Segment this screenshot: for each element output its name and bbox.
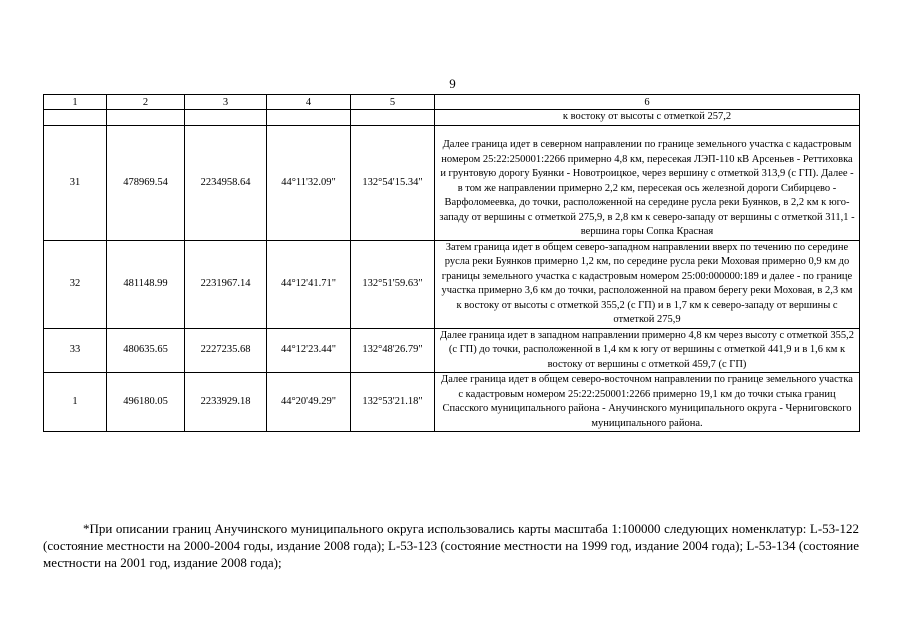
header-cell: 1	[44, 95, 107, 110]
latitude-cell: 44°12'41.71"	[267, 240, 351, 328]
header-cell: 5	[351, 95, 435, 110]
header-cell: 2	[107, 95, 185, 110]
page-number: 9	[449, 76, 456, 91]
table-header-row	[44, 95, 860, 110]
longitude-cell: 132°51'59.63"	[351, 240, 435, 328]
latitude-cell	[267, 110, 351, 126]
description-cell: Далее граница идет в западном направлении примерно 4,8 км через высоту с отметкой 355,2 (с ГП) до точки, расположенной в 1,4 км к югу от вершины с отметкой 441,9 и в 1,6 км к востоку от вершины с отметкой 459,7 (с ГП)	[435, 328, 860, 373]
boundary-table	[43, 94, 860, 432]
footnote-text: *При описании границ Анучинского муниципального округа использовались карты масштаба 1:100000 следующих номенклатур: L-53-122 (состояние местности на 2000-2004 годы, издание 2008 года); L-53-123 (состояние местности на 1999 год, издание 2004 года); L-53-134 (состояние местности на 2001 год, издание 2008 года);	[43, 521, 859, 570]
x-coordinate-cell: 478969.54	[107, 126, 185, 241]
description-cell: к востоку от высоты с отметкой 257,2	[435, 110, 860, 126]
header-cell: 4	[267, 95, 351, 110]
point-number-cell: 31	[44, 126, 107, 241]
y-coordinate-cell	[185, 110, 267, 126]
longitude-cell: 132°54'15.34"	[351, 126, 435, 241]
latitude-cell: 44°11'32.09"	[267, 126, 351, 241]
point-number-cell	[44, 110, 107, 126]
y-coordinate-cell: 2233929.18	[185, 373, 267, 432]
table-row	[44, 110, 860, 126]
header-cell: 3	[185, 95, 267, 110]
y-coordinate-cell: 2231967.14	[185, 240, 267, 328]
header-cell: 6	[435, 95, 860, 110]
y-coordinate-cell: 2227235.68	[185, 328, 267, 373]
x-coordinate-cell: 481148.99	[107, 240, 185, 328]
description-cell: Затем граница идет в общем северо-западном направлении вверх по течению по середине русла реки Буянков примерно 1,2 км, по середине русла реки Моховая примерно 0,9 км до границы земельного участка с кадастровым номером 25:00:000000:189 и далее - по границе участка примерно 3,6 км до точки, расположенной на правом берегу реки Моховая, в 2,3 км к востоку от высоты с отметкой 355,2 (с ГП) и в 1,7 км к северо-западу от вершины с отметкой 275,9	[435, 240, 860, 328]
longitude-cell	[351, 110, 435, 126]
longitude-cell: 132°53'21.18"	[351, 373, 435, 432]
description-cell: Далее граница идет в северном направлении по границе земельного участка с кадастровым номером 25:22:250001:2266 примерно 4,8 км, пересекая ЛЭП-110 кВ Арсеньев - Реттиховка и грунтовую дорогу Буянки - Новотроицкое, через вершину с отметкой 313,9 (с ГП). Далее - в том же направлении примерно 2,2 км, пересекая ось железной дороги Сибирцево - Варфоломеевка, до точки, расположенной на середине русла реки Буянков, в 2,2 км к юго-западу от вершины с отметкой 275,9, в 2,8 км к северо-западу от вершины с отметкой 311,1 - вершина горы Сопка Красная	[435, 126, 860, 241]
latitude-cell: 44°12'23.44"	[267, 328, 351, 373]
point-number-cell: 33	[44, 328, 107, 373]
y-coordinate-cell: 2234958.64	[185, 126, 267, 241]
latitude-cell: 44°20'49.29"	[267, 373, 351, 432]
longitude-cell: 132°48'26.79"	[351, 328, 435, 373]
footnote	[43, 520, 859, 571]
x-coordinate-cell: 496180.05	[107, 373, 185, 432]
x-coordinate-cell: 480635.65	[107, 328, 185, 373]
point-number-cell: 1	[44, 373, 107, 432]
point-number-cell: 32	[44, 240, 107, 328]
description-cell: Далее граница идет в общем северо-восточном направлении по границе земельного участка с кадастровым номером 25:22:250001:2266 примерно 19,1 км до точки стыка границ Спасского муниципального района - Анучинского муниципального округа - Черниговского муниципального района.	[435, 373, 860, 432]
x-coordinate-cell	[107, 110, 185, 126]
